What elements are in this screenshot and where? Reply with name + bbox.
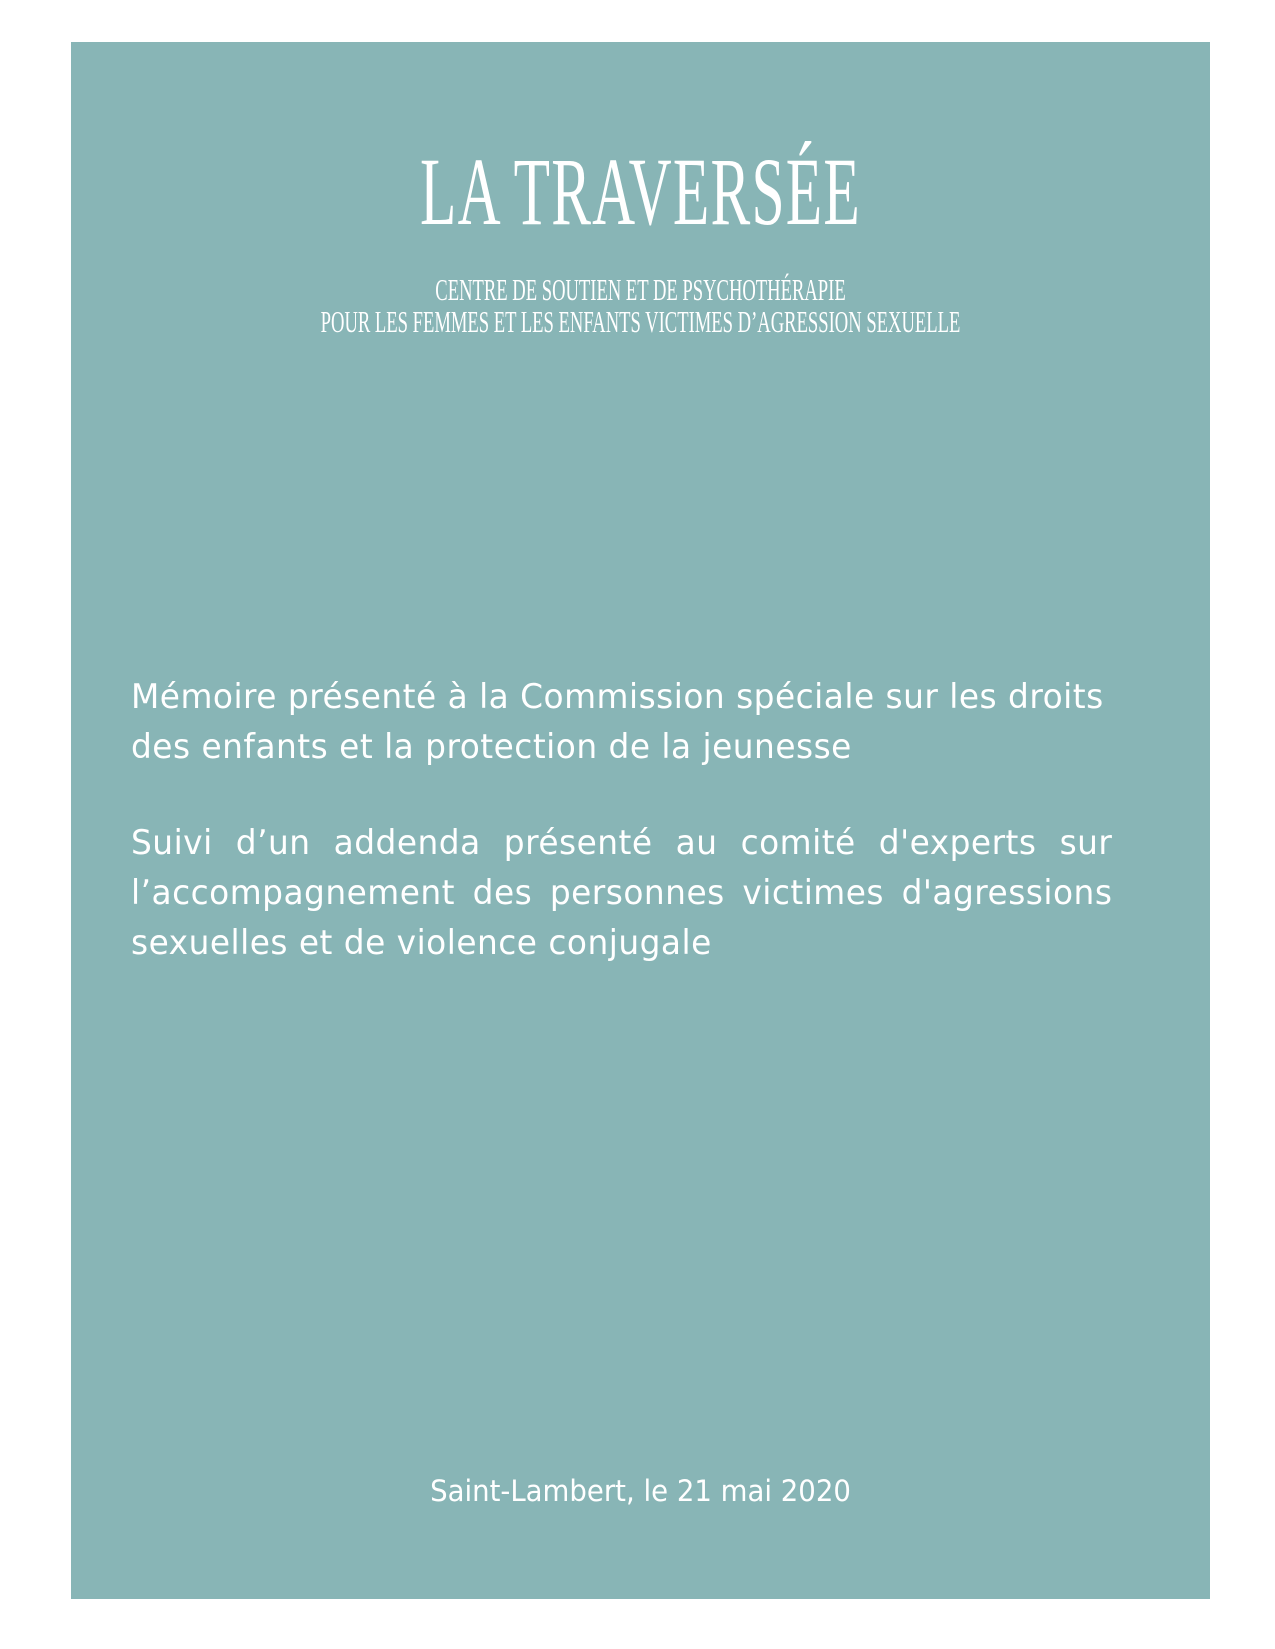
- organization-tagline: [299, 274, 982, 338]
- addenda-title: Suivi d’un addenda présenté au comité d'experts sur l’accompagnement des personnes victimes d'agressions sexuelles et de violence conjugale: [131, 823, 1113, 963]
- cover-panel: [71, 42, 1210, 1599]
- tagline-line-1: CENTRE DE SOUTIEN ET DE PSYCHOTHÉRAPIE: [435, 272, 846, 307]
- memoire-title: Mémoire présenté à la Commission spéciale sur les droits des enfants et la protection de la jeunesse: [131, 677, 1104, 767]
- tagline-line-2: POUR LES FEMMES ET LES ENFANTS VICTIMES D’AGRESSION SEXUELLE: [320, 304, 961, 339]
- organization-name: LA TRAVERSÉE: [420, 138, 861, 245]
- place-and-date: Saint-Lambert, le 21 mai 2020: [430, 1474, 851, 1508]
